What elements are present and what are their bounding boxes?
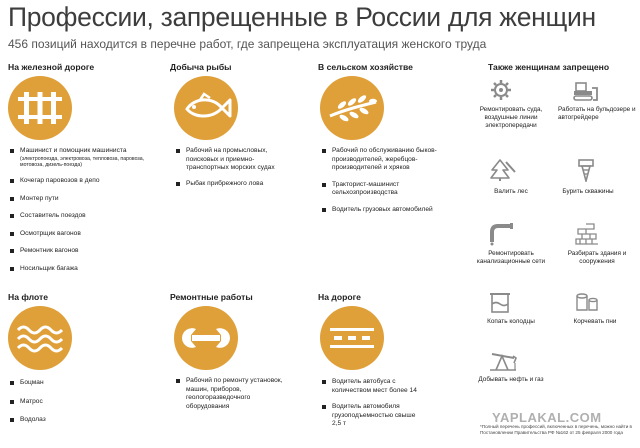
forbidden-item-label: Ремонтировать канализационные сети: [476, 250, 546, 265]
well-icon: [488, 290, 518, 314]
list-item-note: (электропоезда, электровоза, тепловоза, паровоза, мотовоза, дизель-поезда): [20, 155, 145, 169]
list-item: Водитель автомобиля грузоподъемностью свыше 2,5 т: [322, 403, 422, 429]
list-item: Осмотрщик вагонов: [10, 230, 158, 239]
fish-icon: [174, 76, 238, 140]
section-title: На дороге: [318, 292, 361, 302]
road-icon: [320, 306, 384, 370]
section-title: Также женщинам запрещено: [488, 62, 610, 72]
wheat-icon: [320, 76, 384, 140]
waves-icon: [8, 306, 72, 370]
section-road: [318, 292, 468, 442]
list-item: Монтер пути: [10, 195, 158, 204]
pipe-icon: [488, 222, 518, 246]
list-item: Машинист и помощник машиниста (электропоезда, электровоза, тепловоза, паровоза, мотовоза, дизель-поезда): [10, 147, 158, 169]
railway-list: [10, 147, 158, 273]
forbidden-item-label: Корчевать пни: [573, 318, 617, 325]
forbidden-item-label: Работать на бульдозере и автогрейдере: [558, 106, 636, 121]
section-title: На железной дороге: [8, 62, 95, 72]
forbidden-item-label: Валить лес: [494, 188, 528, 195]
list-item: Водитель автобуса с количеством мест более 14: [322, 378, 422, 395]
forbidden-item-label: Ремонтировать суда, воздушные линии электропередачи: [479, 106, 543, 129]
list-item: Рабочий на промысловых, поисковых и приемно-транспортных морских судах: [176, 147, 296, 173]
list-item: Водитель грузовых автомобилей: [322, 206, 440, 215]
oil-pump-icon: [488, 348, 518, 372]
list-item: Ремонтник вагонов: [10, 247, 158, 256]
section-fleet: [8, 292, 158, 432]
list-item: Водолаз: [10, 416, 130, 425]
list-item: Рыбак прибрежного лова: [176, 180, 296, 189]
section-repair: [170, 292, 310, 412]
list-item: Рабочий по обслуживанию быков-производителей, жеребцов-производителей и хряков: [322, 147, 440, 173]
road-list: [322, 378, 422, 429]
brick-wall-icon: [572, 222, 602, 246]
page-subtitle: 456 позиций находится в перечне работ, где запрещена эксплуатация женского труда: [8, 37, 487, 51]
list-item: Боцман: [10, 379, 130, 388]
forbidden-item-label: Добывать нефть и газ: [478, 376, 544, 383]
footnote: *Полный перечень профессий, включенных в перечень, можно найти в Постановлении Правительства РФ №162 от 25 февраля 2000 года: [480, 424, 632, 435]
section-title: В сельском хозяйстве: [318, 62, 413, 72]
agriculture-list: [322, 147, 440, 214]
section-agriculture: [318, 62, 468, 242]
list-item: Рабочий по ремонту установок, машин, приборов, геологоразведочного оборудования: [176, 377, 294, 411]
fishing-list: [176, 147, 296, 188]
section-title: Ремонтные работы: [170, 292, 253, 302]
watermark: YAPLAKAL.COM: [492, 410, 602, 425]
section-title: Добыча рыбы: [170, 62, 232, 72]
power-line-gear-icon: [488, 78, 518, 102]
fleet-list: [10, 379, 130, 425]
section-fishing: [170, 62, 310, 212]
forbidden-item-label: Копать колодцы: [487, 318, 535, 325]
repair-list: [176, 377, 294, 411]
section-title: На флоте: [8, 292, 49, 302]
stumps-icon: [572, 290, 602, 314]
forbidden-item-label: Бурить скважины: [562, 188, 614, 195]
list-item: Матрос: [10, 398, 130, 407]
tree-felling-icon: [488, 158, 518, 182]
bulldozer-icon: [570, 78, 600, 102]
wrench-icon: [174, 306, 238, 370]
list-item: Носильщик багажа: [10, 265, 158, 274]
section-also-forbidden: [478, 62, 638, 402]
list-item: Тракторист-машинист сельхозпроизводства: [322, 181, 440, 198]
section-railway: [8, 62, 158, 282]
page-title: Профессии, запрещенные в России для женщин: [8, 2, 596, 32]
list-item: Составитель поездов: [10, 212, 158, 221]
drill-icon: [572, 158, 602, 182]
forbidden-item-label: Разбирать здания и сооружения: [567, 250, 627, 265]
railway-track-icon: [8, 76, 72, 140]
list-item: Кочегар паровозов в депо: [10, 177, 158, 186]
